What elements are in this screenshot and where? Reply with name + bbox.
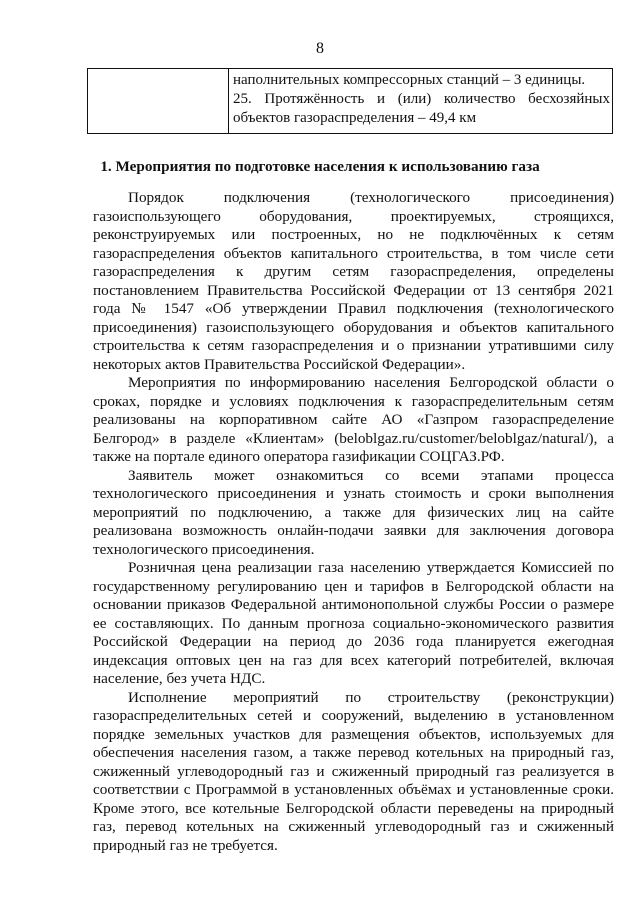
paragraph: Мероприятия по информированию населения Белгородской области о сроках, порядке и условиях подключения к газораспределительным сетям реализованы на корпоративном сайте АО «Газпром газораспределение Белгород» в разделе «Клиентам» (beloblgaz.ru/customer/beloblgaz/natural/), а также на портале единого оператора газификации СОЦГАЗ.РФ. [93, 374, 614, 465]
section-heading: 1. Мероприятия по подготовке населения к использованию газа [100, 158, 540, 175]
paragraph: Заявитель может ознакомиться со всеми этапами процесса технологического присоединения и узнать стоимость и сроки выполнения мероприятий по подключению, а также для физических лиц на сайте реализована возможность онлайн-подачи заявки для заключения договора технологического присоединения. [93, 466, 614, 558]
table-cell-left [88, 69, 229, 133]
page-number: 8 [316, 40, 324, 57]
table-cell-line: 25. Протяжённость и (или) количество бесхозяйных объектов газораспределения – 49,4 км [233, 91, 610, 126]
paragraph: Порядок подключения (технологического присоединения) газоиспользующего оборудования, проектируемых, строящихся, реконструируемых или построенных, но не подключённых к сетям газораспределения объектов капитального строительства, в том числе сети газораспределения к другим сетям газораспределения, определены постановлением Правительства Российской Федерации от 13 сентября 2021 года № 1547 «Об утверждении Правил подключения (технологического присоединения) газоиспользующего оборудования и объектов капитального строительства к сетям газораспределения и о признании утратившими силу некоторых актов Правительства Российской Федерации». [93, 189, 614, 373]
document-body [93, 189, 614, 855]
table-cell-right [229, 69, 612, 133]
continuation-table [87, 68, 613, 134]
paragraph: Розничная цена реализации газа населению утверждается Комиссией по государственному регулированию цен и тарифов в Белгородской области на основании приказов Федеральной антимонопольной службы России о размере ее составляющих. По данным прогноза социально-экономического развития Российской Федерации на период до 2036 года планируется ежегодная индексация оптовых цен на газ для всех категорий потребителей, включая население, без учета НДС. [93, 559, 614, 687]
paragraph: Исполнение мероприятий по строительству (реконструкции) газораспределительных сетей и сооружений, выделению в установленном порядке земельных участков для размещения объектов, используемых для обеспечения населения газом, а также перевод котельных на природный газ, сжиженный углеводородный газ и сжиженный природный газ реализуется в соответствии с Программой в установленных объёмах и установленные сроки. Кроме этого, все котельные Белгородской области переведены на природный газ, перевод котельных на сжиженный углеводородный газ и сжиженный природный газ не требуется. [93, 688, 614, 854]
table-cell-line: наполнительных компрессорных станций – 3 единицы. [233, 72, 586, 88]
